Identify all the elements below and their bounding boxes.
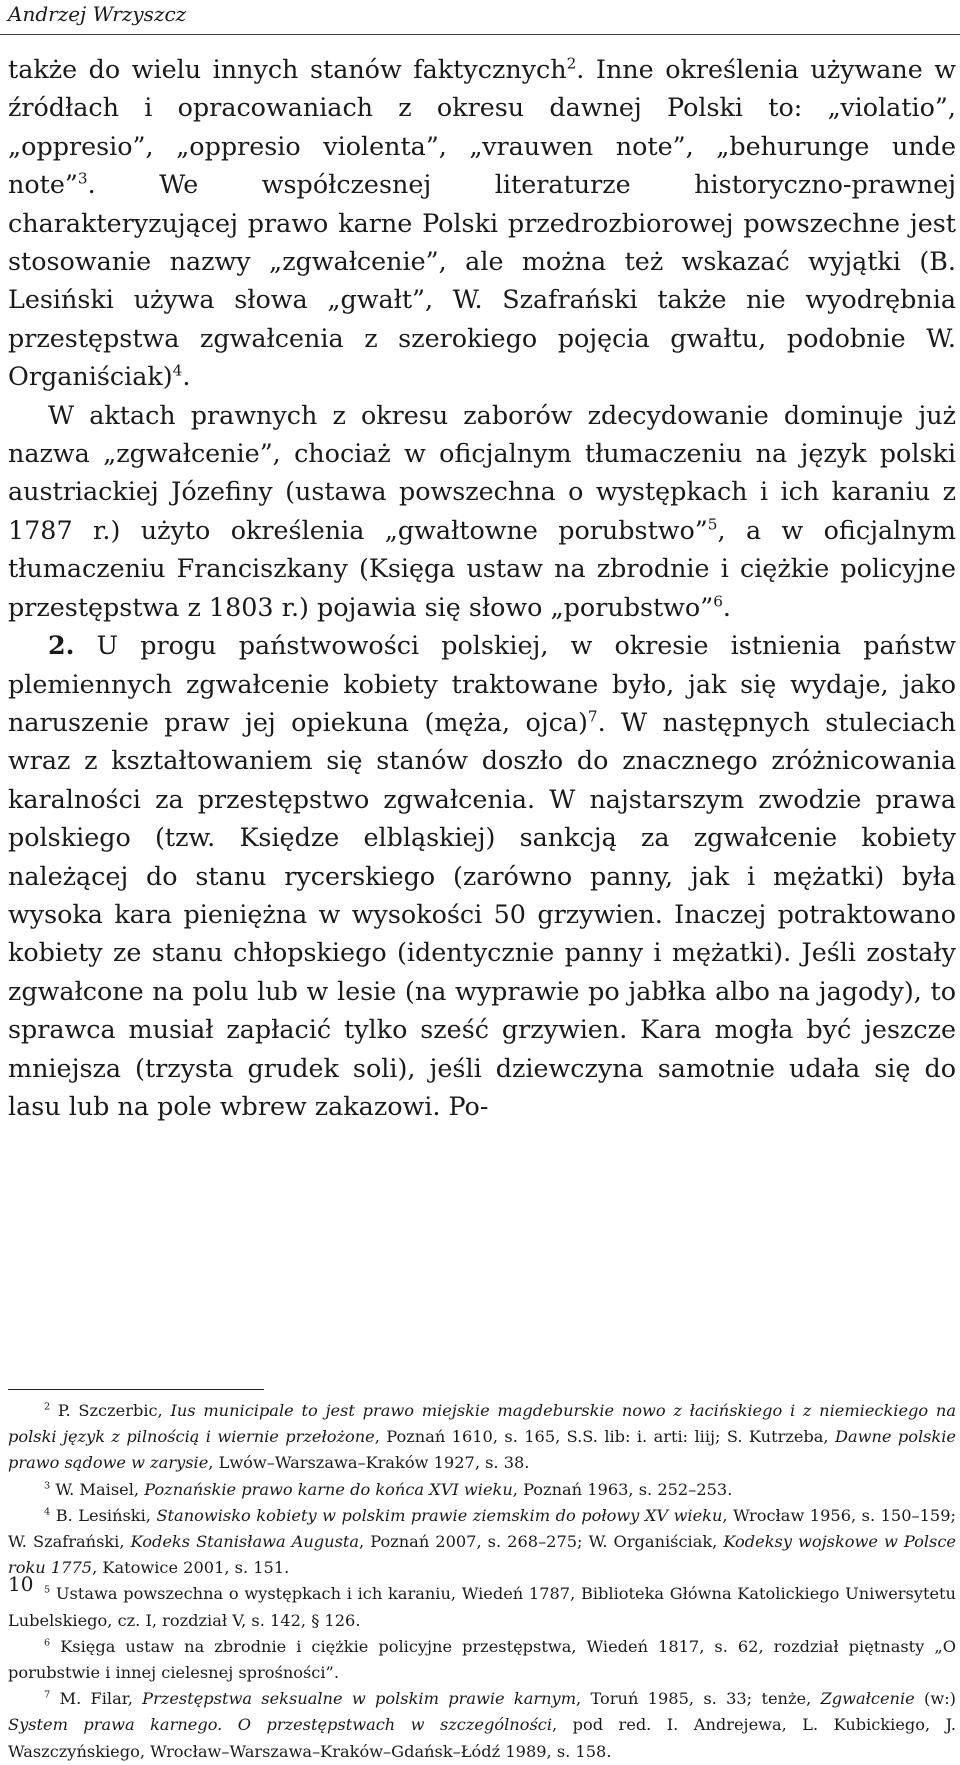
section-number: 2. [48,630,75,661]
footnote-number: 2 [44,1401,51,1413]
title-italic: Ius municipale to jest prawo miejskie magdeburskie nowo z łacińskiego i z niemieckiego na polski język z pilnością i wiernie przełożone [8,1401,956,1447]
footnote [8,1686,956,1765]
text-run: W aktach prawnych z okresu zaborów zdecydowanie dominuje już nazwa „zgwałcenie”, chociaż w oficjalnym tłumaczeniu na język polski austriackiej Józefiny (ustawa powszechna o występkach i ich karaniu z 1787 r.) użyto określenia „gwałtowne porubstwo” [8,399,956,545]
footnote-number: 6 [44,1637,51,1649]
title-italic: Dawne polskie prawo sądowe w zarysie [8,1427,956,1473]
footnote-rule [8,1389,264,1390]
text-run: . [722,591,731,622]
title-italic: Kodeks Stanisława Augusta [130,1532,360,1552]
text-run: Ustawa powszechna o występkach i ich karaniu, Wiedeń 1787, Biblioteka Główna Katolickiego Uniwersytetu Lubelskiego, cz. I, rozdział V, s. 142, § 126. [8,1584,956,1630]
text-run: , Wrocław 1956, s. 150–159; W. Szafrański, [8,1505,956,1552]
text-run: B. Lesiński, [50,1505,157,1525]
footnote-ref: 6 [713,592,723,611]
text-run: , Lwów–Warszawa–Kraków 1927, s. 38. [208,1453,530,1473]
footnote [8,1398,956,1477]
text-run: P. Szczerbic, [50,1401,171,1420]
text-run: , Katowice 2001, s. 151. [92,1558,290,1578]
footnote-number: 7 [44,1689,51,1701]
footnote-ref: 2 [566,54,577,73]
text-run: , Poznań 1610, s. 165, S.S. lib: i. arti: liij; S. Kutrzeba, [374,1427,835,1447]
title-italic: Kodeksy wojskowe w Polsce roku 1775 [8,1532,956,1578]
text-run: Księga ustaw na zbrodnie i ciężkie policyjne przestępstwa, Wiedeń 1817, s. 62, rozdział piętnasty „O porubstwie i innej cielesnej sprośności”. [8,1636,956,1683]
page-number: 10 [8,1572,34,1596]
paragraph [8,396,956,626]
text-run: . Inne określenia używane w źródłach i opracowaniach z okresu dawnej Polski to: „violatio”, „oppresio”, „oppresio violenta”, „vrauwen note”, „behurunge unde note” [8,54,957,200]
footnote-ref: 5 [707,515,718,534]
text-run: . [182,361,191,392]
text-run: , Poznań 2007, s. 268–275; W. Organiściak, [359,1532,724,1552]
footnote [8,1477,956,1503]
text-run: , Poznań 1963, s. 252–253. [512,1479,733,1499]
text-run: W. Maisel, [50,1479,145,1499]
footnote-number: 3 [44,1480,51,1492]
footnote-ref: 4 [172,361,183,380]
text-run: . We współczesnej literaturze historyczno-prawnej charakteryzującej prawo karne Polski przedrozbiorowej powszechne jest stosowanie nazwy „zgwałcenie”, ale można też wskazać wyjątki (B. Lesiński używa słowa „gwałt”, W. Szafrański także nie wyodrębnia przestępstwa zgwałcenia z szerokiego pojęcia gwałtu, podobnie W. Organiściak) [8,169,956,392]
text-run: . W następnych stuleciach wraz z kształtowaniem się stanów doszło do znacznego zróżnicowania karalności za przestępstwo zgwałcenia. W najstarszym zwodzie prawa polskiego (tzw. Księdze elbląskiej) sankcją za zgwałcenie kobiety należącej do stanu rycerskiego (zarówno panny, jak i mężatki) była wysoka kara pieniężna w wysokości 50 grzywien. Inaczej potraktowano kobiety ze stanu chłopskiego (identycznie panny i mężatki). Jeśli zostały zgwałcone na polu lub w lesie (na wyprawie po jabłka albo na jagody), to sprawca musiał zapłacić tylko sześć grzywien. Kara mogła być jeszcze mniejsza (trzysta grudek soli), jeśli dziewczyna samotnie udała się do lasu lub na pole wbrew zakazowi. Po- [8,706,956,1121]
text-run: (w:) [914,1689,956,1709]
paragraph [8,50,956,396]
footnote-number: 4 [44,1506,51,1518]
title-italic: Poznańskie prawo karne do końca XVI wieku [144,1479,513,1499]
text-run: , pod red. I. Andrejewa, L. Kubickiego, J. Waszczyńskiego, Wrocław–Warszawa–Kraków–Gdańsk–Łódź 1989, s. 158. [8,1715,957,1761]
title-italic: Stanowisko kobiety w polskim prawie ziemskim do połowy XV wieku [156,1505,723,1525]
footnote-number: 5 [44,1585,51,1597]
footnote-ref: 7 [587,707,598,726]
text-run: M. Filar, [50,1689,143,1709]
header-rule [0,34,960,35]
text-run: , a w oficjalnym tłumaczeniu Franciszkany (Księga ustaw na zbrodnie i ciężkie policyjne przestępstwa z 1803 r.) pojawia się słowo „porubstwo” [8,514,956,622]
title-italic: Przestępstwa seksualne w polskim prawie karnym [142,1689,577,1709]
paragraph [8,626,956,1125]
text-run: także do wielu innych stanów faktycznych [8,54,567,84]
footnotes [8,1398,956,1765]
footnote [8,1503,956,1582]
text-run: U progu państwowości polskiej, w okresie istnienia państw plemiennych zgwałcenie kobiety traktowane było, jak się wydaje, jako naruszenie praw jej opiekuna (męża, ojca) [8,630,956,737]
footnote-ref: 3 [77,169,88,188]
title-italic: System prawa karnego. O przestępstwach w szczególności [8,1715,552,1735]
title-italic: Zgwałcenie [820,1689,915,1709]
text-run: , Toruń 1985, s. 33; tenże, [576,1689,821,1709]
running-header: Andrzej Wrzyszcz [8,2,187,26]
body-text [8,50,956,1125]
footnote [8,1634,956,1686]
